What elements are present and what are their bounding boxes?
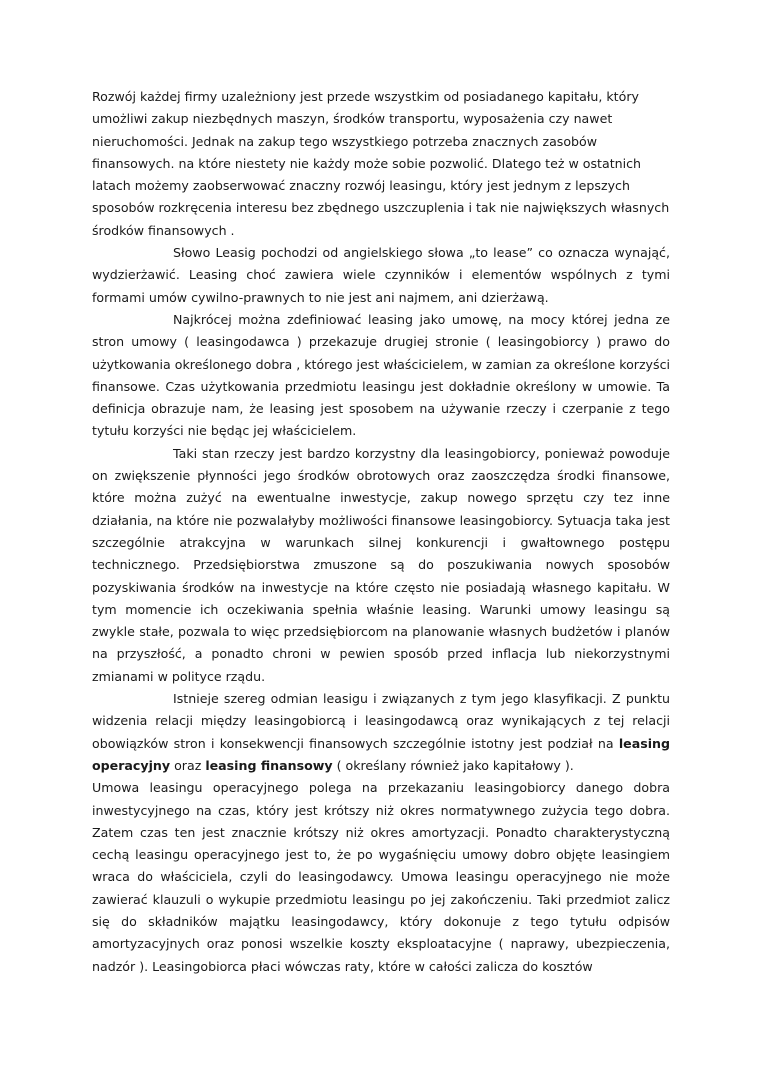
term-operating-leasing: leasing operacyjny: [92, 735, 670, 773]
paragraph-definition-word: Słowo Leasig pochodzi od angielskiego słowa „to lease” co oznacza wynająć, wydzierżawić. Leasing choć zawiera wiele czynników i elementów wspólnych z tymi formami umów cywilno-prawnych to nie jest ani najmem, ani dzierżawą.: [92, 245, 670, 305]
paragraph-benefits: Taki stan rzeczy jest bardzo korzystny dla leasingobiorcy, ponieważ powoduje on zwiększenie płynności jego środków obrotowych oraz zaoszczędza środki finansowe, które można zużyć na ewentualne inwestycje, zakup nowego sprzętu czy tez inne działania, na które nie pozwalałyby możliwości finansowe leasingobiorcy. Sytuacja taka jest szczególnie atrakcyjna w warunkach silnej konkurencji i gwałtownego postępu technicznego. Przedsiębiorstwa zmuszone są do poszukiwania nowych sposobów pozyskiwania środków na inwestycje na które często nie posiadają własnego kapitału. W tym momencie ich oczekiwania spełnia właśnie leasing. Warunki umowy leasingu są zwykle stałe, pozwala to więc przedsiębiorcom na planowanie własnych budżetów i planów na przyszłość, a ponadto chroni w pewien sposób przed inflacja lub niekorzystnymi zmianami w polityce rządu.: [92, 445, 670, 684]
paragraph-types: [92, 688, 670, 777]
paragraph-intro: Rozwój każdej firmy uzależniony jest przede wszystkim od posiadanego kapitału, który umożliwi zakup niezbędnych maszyn, środków transportu, wyposażenia czy nawet nieruchomości. Jednak na zakup tego wszystkiego potrzeba znacznych zasobów finansowych. na które niestety nie każdy może sobie pozwolić. Dlatego też w ostatnich latach możemy zaobserwować znaczny rozwój leasingu, który jest jednym z lepszych sposobów rozkręcenia interesu bez zbędnego uszczuplenia i tak nie największych własnych środków finansowych .: [92, 89, 670, 238]
document-page: [92, 86, 670, 978]
types-text-end: ( określany również jako kapitałowy ).: [332, 757, 574, 773]
term-financial-leasing: leasing finansowy: [205, 757, 333, 773]
paragraph-operating-leasing: Umowa leasingu operacyjnego polega na przekazaniu leasingobiorcy danego dobra inwestycyjnego na czas, który jest krótszy niż okres normatywnego zużycia tego dobra. Zatem czas ten jest znacznie krótszy niż okres amortyzacji. Ponadto charakterystyczną cechą leasingu operacyjnego jest to, że po wygaśnięciu umowy dobro objęte leasingiem wraca do właściciela, czyli do leasingodawcy. Umowa leasingu operacyjnego nie może zawierać klauzuli o wykupie przedmiotu leasingu po jej zakończeniu. Taki przedmiot zalicz się do składników majątku leasingodawcy, który dokonuje z tego tytułu odpisów amortyzacyjnych oraz ponosi wszelkie koszty eksploatacyjne ( naprawy, ubezpieczenia, nadzór ). Leasingobiorca płaci wówczas raty, które w całości zalicza do kosztów: [92, 780, 670, 974]
paragraph-definition-leasing: Najkrócej można zdefiniować leasing jako umowę, na mocy której jedna ze stron umowy ( leasingodawca ) przekazuje drugiej stronie ( leasingobiorcy ) prawo do użytkowania określonego dobra , którego jest właścicielem, w zamian za określone korzyści finansowe. Czas użytkowania przedmiotu leasingu jest dokładnie określony w umowie. Ta definicja obrazuje nam, że leasing jest sposobem na używanie rzeczy i czerpanie z tego tytułu korzyści nie będąc jej właścicielem.: [92, 311, 670, 439]
types-text-start: Istnieje szereg odmian leasigu i związanych z tym jego klasyfikacji. Z punktu widzenia relacji między leasingobiorcą i leasingodawcą oraz wynikających z tej relacji obowiązków stron i konsekwencji finansowych szczególnie istotny jest podział na: [92, 691, 670, 751]
types-text-mid: oraz: [170, 757, 206, 773]
